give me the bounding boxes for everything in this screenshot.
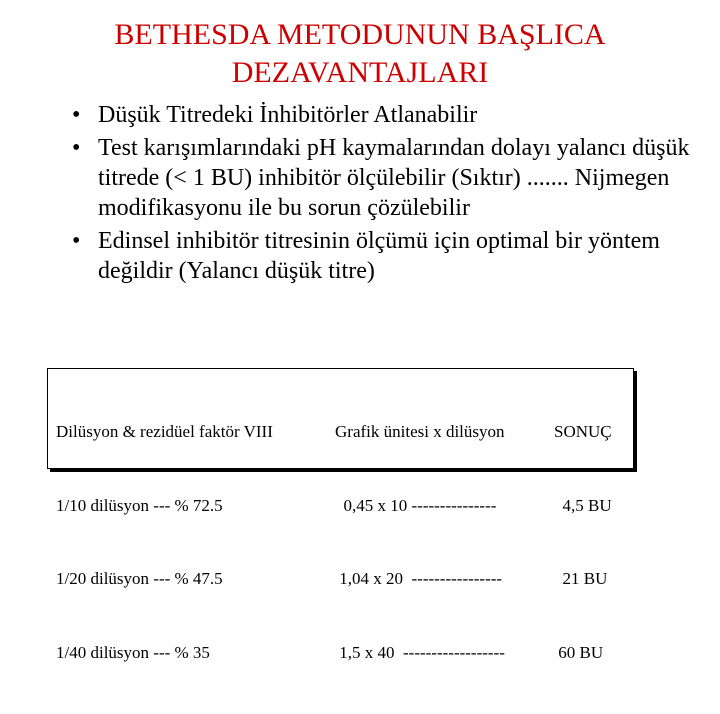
table-cell: 1/10 dilüsyon --- % 72.5 xyxy=(56,495,223,515)
table-cell: 60 BU xyxy=(554,642,604,662)
bullet-dot-icon: • xyxy=(72,135,81,161)
slide-title-line-2: DEZAVANTAJLARI xyxy=(231,56,489,89)
bullet-item xyxy=(60,133,700,223)
table-cell: 0,45 x 10 --------------- xyxy=(335,495,497,515)
bullet-text: Düşük Titredeki İnhibitörler Atlanabilir xyxy=(98,102,478,128)
slide-title-line-1: BETHESDA METODUNUN BAŞLICA xyxy=(114,18,606,51)
table-cell: 1,04 x 20 ---------------- xyxy=(335,569,503,588)
table-cell: 4,5 BU xyxy=(554,495,612,515)
table-cell: 1,5 x 40 ------------------ xyxy=(335,642,505,662)
table-cell: 21 BU xyxy=(554,569,608,588)
result-column xyxy=(554,371,612,714)
column-header-graphic-unit: Grafik ünitesi x dilüsyon xyxy=(335,422,505,441)
bullet-text: Edinsel inhibitör titresinin ölçümü için optimal bir yöntem değildir (Yalancı düşük titre) xyxy=(98,228,660,284)
column-header-result: SONUÇ xyxy=(554,422,612,441)
bullet-item xyxy=(60,100,700,130)
table-cell: 1/40 dilüsyon --- % 35 xyxy=(56,642,210,662)
bullet-item xyxy=(60,226,700,286)
bullet-list xyxy=(60,100,700,289)
slide-title xyxy=(0,16,720,92)
dilution-column xyxy=(56,371,273,714)
bullet-dot-icon: • xyxy=(72,102,81,128)
column-header-dilution: Dilüsyon & rezidüel faktör VIII xyxy=(56,422,273,441)
graphic-unit-column xyxy=(335,371,505,714)
results-table xyxy=(47,368,634,662)
table-cell: 1/20 dilüsyon --- % 47.5 xyxy=(56,569,223,588)
bullet-text: Test karışımlarındaki pH kaymalarından dolayı yalancı düşük titrede (< 1 BU) inhibitör ölçülebilir (Sıktır) ....... Nijmegen modifikasyonu ile bu sorun çözülebilir xyxy=(98,135,690,221)
bullet-dot-icon: • xyxy=(72,228,81,254)
